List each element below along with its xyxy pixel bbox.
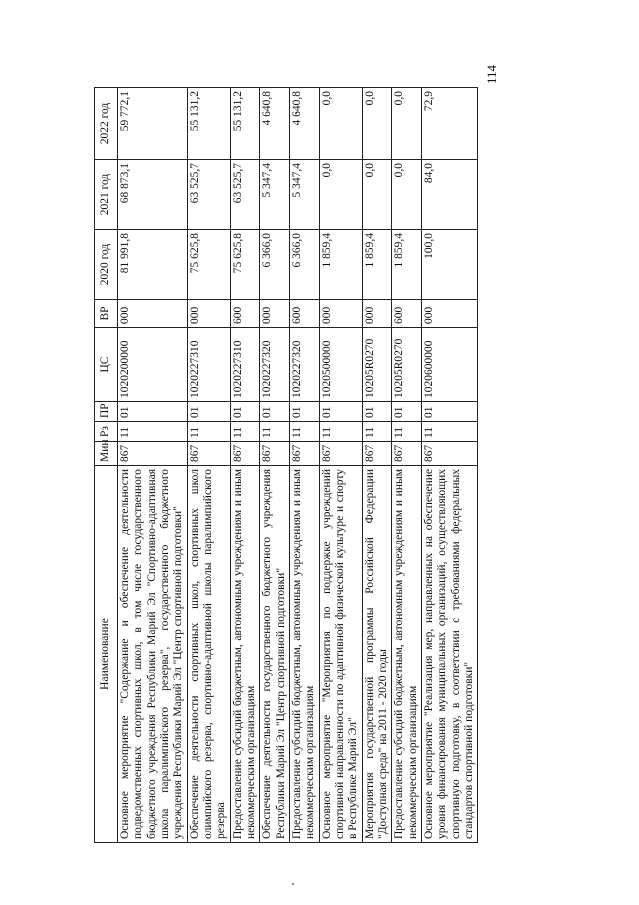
table-header-row	[95, 88, 118, 843]
row-2020: 75 625,8	[187, 230, 230, 300]
row-2022: 4 640,8	[289, 88, 319, 160]
budget-table	[94, 87, 478, 843]
row-cs: 1020227320	[260, 328, 290, 402]
row-2021: 0,0	[392, 160, 422, 230]
row-name: Мероприятия государственной программы Российской Федерации "Доступная среда" на 2011 - 2020 годы	[362, 466, 392, 843]
row-2021: 0,0	[362, 160, 392, 230]
row-rz: 11	[392, 422, 422, 442]
row-vr: 000	[187, 300, 230, 328]
row-rz: 11	[230, 422, 260, 442]
row-min: 867	[260, 442, 290, 466]
row-cs: 10205R0270	[392, 328, 422, 402]
header-2022: 2022 год	[95, 88, 118, 160]
row-2021: 5 347,4	[260, 160, 290, 230]
header-2021: 2021 год	[95, 160, 118, 230]
row-min: 867	[187, 442, 230, 466]
row-cs: 1020227310	[187, 328, 230, 402]
row-vr: 000	[421, 300, 477, 328]
row-2020: 1 859,4	[319, 230, 362, 300]
row-2020: 6 366,0	[260, 230, 290, 300]
row-pr: 01	[362, 402, 392, 422]
header-2020: 2020 год	[95, 230, 118, 300]
row-rz: 11	[319, 422, 362, 442]
row-vr: 000	[319, 300, 362, 328]
row-min: 867	[392, 442, 422, 466]
table-row	[362, 88, 392, 843]
row-2020: 6 366,0	[289, 230, 319, 300]
row-2022: 0,0	[319, 88, 362, 160]
row-cs: 1020600000	[421, 328, 477, 402]
row-min: 867	[230, 442, 260, 466]
header-rz: Рз	[95, 422, 118, 442]
row-name: Основное мероприятие "Содержание и обеспечение деятельности подведомственных спортивных школ, в том числе государственного бюджетного учреждения Республики Марий Эл "Спортивно-адаптивная школа паралимпийского резерва", государственного бюджетного учреждения Республики Марий Эл "Центр спортивной подготовки"	[118, 466, 188, 843]
row-2022: 55 131,2	[187, 88, 230, 160]
row-pr: 01	[392, 402, 422, 422]
header-min: Мин	[95, 442, 118, 466]
page-number: 114	[484, 64, 499, 84]
row-2020: 1 859,4	[392, 230, 422, 300]
row-name: Предоставление субсидий бюджетным, автономным учреждениям и иным некоммерческим организациям	[392, 466, 422, 843]
row-rz: 11	[421, 422, 477, 442]
row-rz: 11	[289, 422, 319, 442]
row-2022: 55 131,2	[230, 88, 260, 160]
row-cs: 1020227310	[230, 328, 260, 402]
row-2021: 84,0	[421, 160, 477, 230]
rotated-table-container	[94, 88, 567, 843]
row-name: Предоставление субсидий бюджетным, автономным учреждениям и иным некоммерческим организациям	[289, 466, 319, 843]
row-2022: 59 772,1	[118, 88, 188, 160]
table-row	[289, 88, 319, 843]
row-cs: 1020500000	[319, 328, 362, 402]
row-2021: 63 525,7	[187, 160, 230, 230]
row-2021: 5 347,4	[289, 160, 319, 230]
header-name: Наименование	[95, 466, 118, 843]
row-2021: 0,0	[319, 160, 362, 230]
row-pr: 01	[421, 402, 477, 422]
row-pr: 01	[289, 402, 319, 422]
row-vr: 600	[392, 300, 422, 328]
row-rz: 11	[187, 422, 230, 442]
row-name: Предоставление субсидий бюджетным, автономным учреждениям и иным некоммерческим организациям	[230, 466, 260, 843]
table-row	[118, 88, 188, 843]
row-name: Основное мероприятие "Мероприятия по поддержке учреждений спортивной направленности по адаптивной физической культуре и спорту в Республике Марий Эл"	[319, 466, 362, 843]
table-row	[187, 88, 230, 843]
row-name: Обеспечение деятельности спортивных школ, спортивных школ олимпийского резерва, спортивно-адаптивной школы паралимпийского резерва	[187, 466, 230, 843]
row-2021: 63 525,7	[230, 160, 260, 230]
row-2020: 81 991,8	[118, 230, 188, 300]
row-2022: 0,0	[392, 88, 422, 160]
row-pr: 01	[230, 402, 260, 422]
table-row	[230, 88, 260, 843]
row-pr: 01	[260, 402, 290, 422]
row-pr: 01	[118, 402, 188, 422]
row-vr: 600	[289, 300, 319, 328]
scan-speck	[292, 883, 294, 885]
row-min: 867	[421, 442, 477, 466]
row-vr: 000	[362, 300, 392, 328]
row-name: Обеспечение деятельности государственного бюджетного учреждения Республики Марий Эл "Центр спортивной подготовки"	[260, 466, 290, 843]
table-row	[260, 88, 290, 843]
header-vr: ВР	[95, 300, 118, 328]
row-rz: 11	[118, 422, 188, 442]
row-min: 867	[118, 442, 188, 466]
row-cs: 1020200000	[118, 328, 188, 402]
row-rz: 11	[260, 422, 290, 442]
row-min: 867	[319, 442, 362, 466]
table-row	[319, 88, 362, 843]
row-2020: 75 625,8	[230, 230, 260, 300]
row-vr: 000	[118, 300, 188, 328]
row-2022: 72,9	[421, 88, 477, 160]
row-cs: 10205R0270	[362, 328, 392, 402]
header-pr: ПР	[95, 402, 118, 422]
header-cs: ЦС	[95, 328, 118, 402]
row-min: 867	[362, 442, 392, 466]
row-vr: 000	[260, 300, 290, 328]
row-name: Основное мероприятие "Реализация мер, направленных на обеспечение уровня финансирования муниципальных организаций, осуществляющих спортивную подготовку, в соответствии с требованиями федеральных стандартов спортивной подготовки"	[421, 466, 477, 843]
row-2020: 1 859,4	[362, 230, 392, 300]
row-pr: 01	[319, 402, 362, 422]
row-vr: 600	[230, 300, 260, 328]
table-row	[392, 88, 422, 843]
row-2022: 0,0	[362, 88, 392, 160]
row-cs: 1020227320	[289, 328, 319, 402]
row-2021: 68 873,1	[118, 160, 188, 230]
row-pr: 01	[187, 402, 230, 422]
row-rz: 11	[362, 422, 392, 442]
row-2020: 100,0	[421, 230, 477, 300]
table-row	[421, 88, 477, 843]
row-2022: 4 640,8	[260, 88, 290, 160]
row-min: 867	[289, 442, 319, 466]
